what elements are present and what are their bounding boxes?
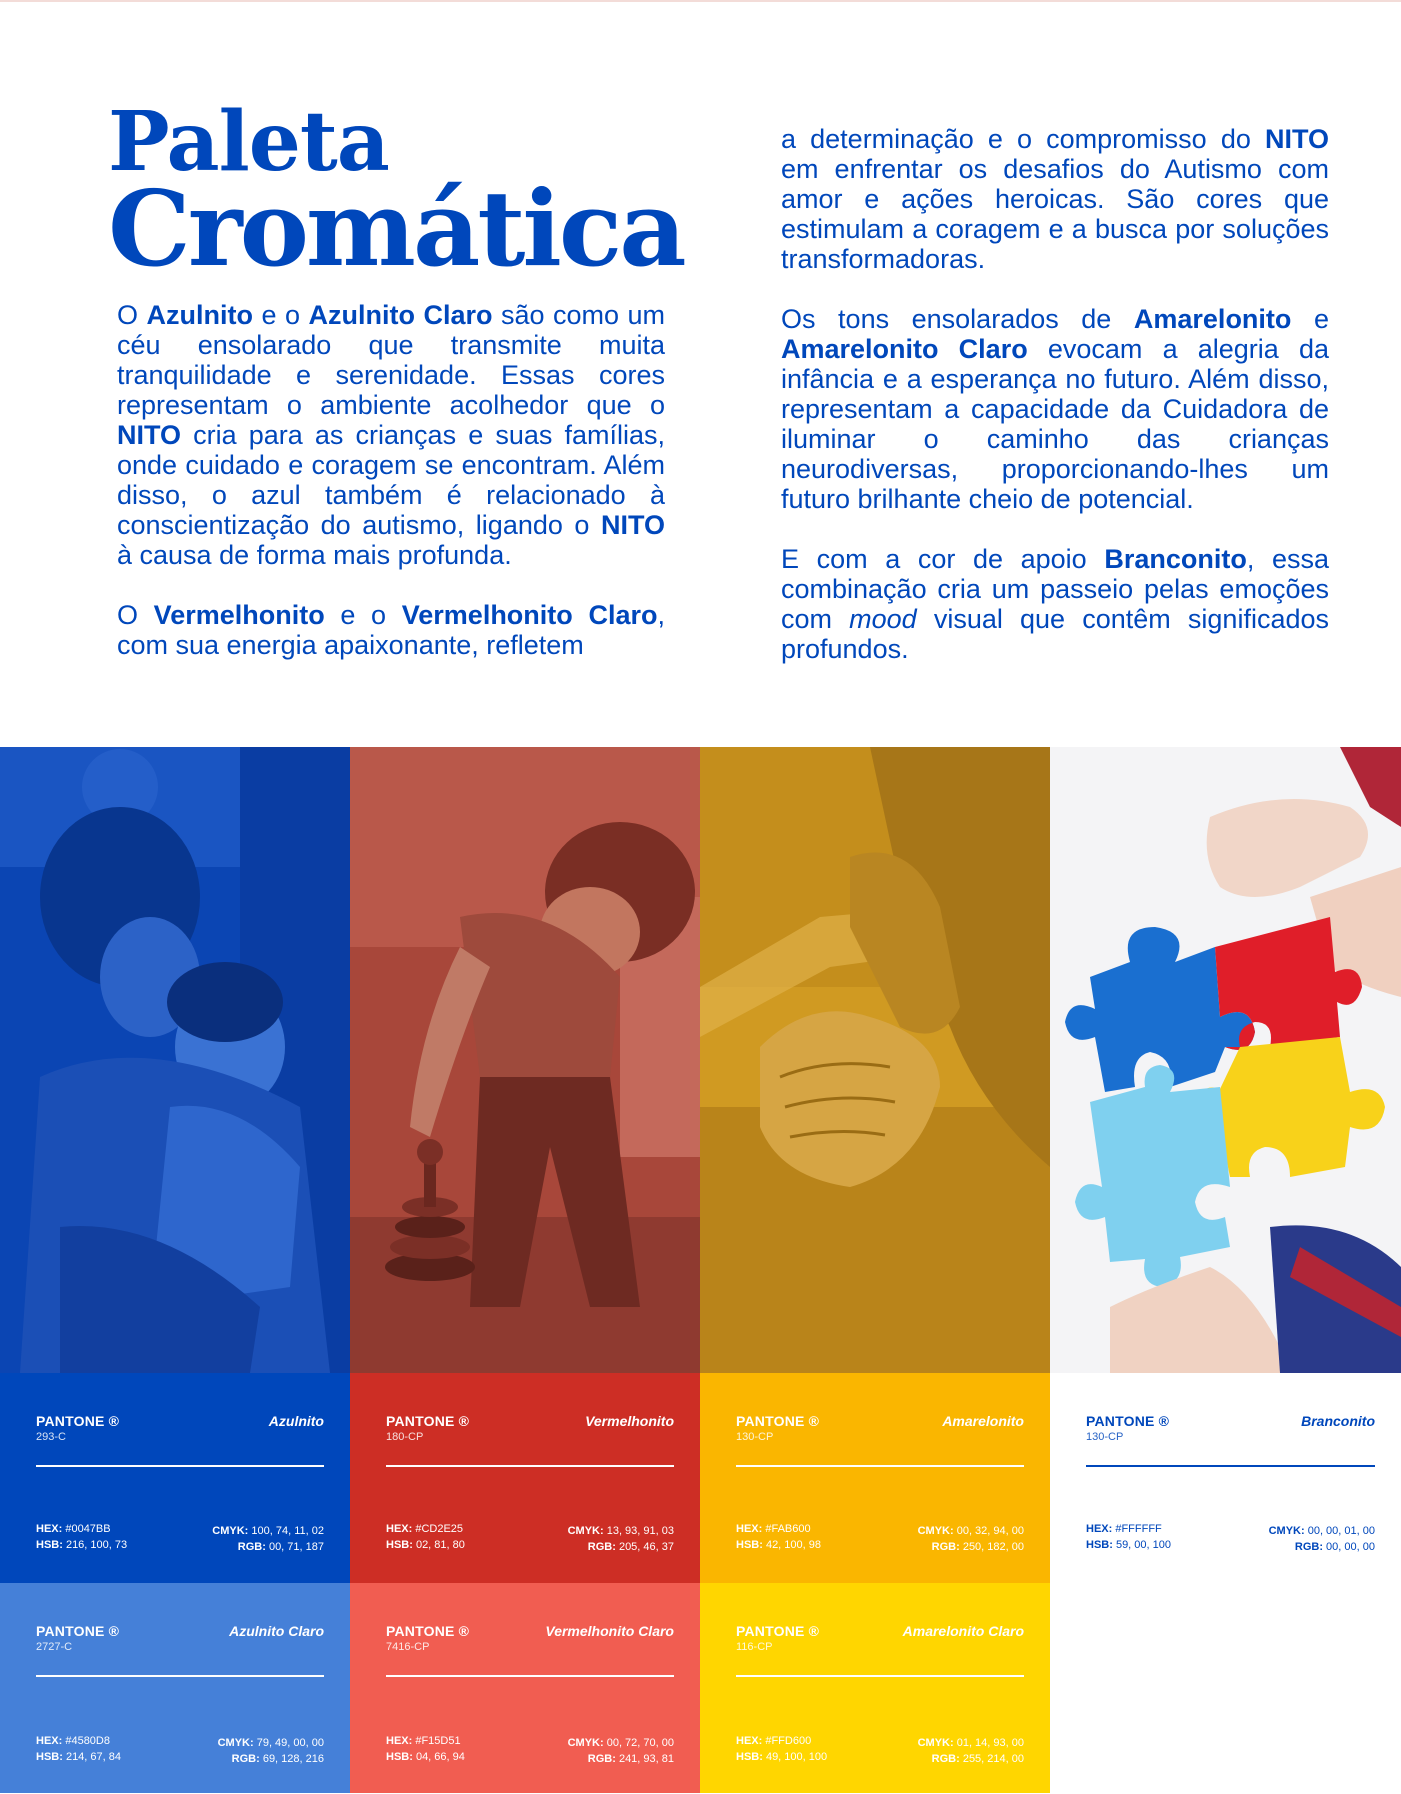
text-run: e o (252, 300, 309, 330)
cmyk-key: CMYK: (1268, 1525, 1305, 1537)
left-text-column (117, 300, 665, 690)
color-name: Azulnito Claro (229, 1623, 324, 1639)
cmyk-rgb-values (918, 1735, 1024, 1767)
page-title (108, 94, 684, 290)
hsb-key: HSB: (386, 1751, 413, 1763)
hex-key: HEX: (36, 1735, 63, 1747)
swatch-azulnito-claro (0, 1583, 350, 1793)
title-line-1: Paleta (108, 94, 389, 190)
pantone-label: PANTONE ® (736, 1413, 820, 1429)
top-border (0, 0, 1401, 2)
rgb-value: 241, 93, 81 (615, 1753, 674, 1765)
rgb-value: 205, 46, 37 (615, 1541, 674, 1553)
pantone-label: PANTONE ® (386, 1623, 470, 1639)
hex-hsb-values (1086, 1521, 1171, 1553)
swatch-amarelonito (700, 1373, 1050, 1583)
hex-hsb-values (36, 1521, 127, 1553)
hex-hsb-values (386, 1733, 465, 1765)
swatch-azulnito (0, 1373, 350, 1583)
text-run: Os tons ensolarados de (781, 304, 1134, 334)
right-text-column (781, 124, 1329, 694)
hex-value: #4580D8 (62, 1735, 110, 1747)
pantone-label: PANTONE ® (736, 1623, 820, 1639)
pantone-label: PANTONE ® (1086, 1413, 1170, 1429)
cmyk-value: 100, 74, 11, 02 (248, 1525, 324, 1537)
hsb-key: HSB: (736, 1751, 763, 1763)
bold-term: NITO (1264, 124, 1329, 154)
text-run: a determinação e o compromisso do (781, 124, 1265, 154)
swatch-divider (1086, 1465, 1375, 1467)
hex-value: #F15D51 (412, 1735, 461, 1747)
cmyk-key: CMYK: (917, 1737, 954, 1749)
swatch-divider (386, 1675, 674, 1677)
swatch-divider (36, 1675, 324, 1677)
rgb-key: RGB: (587, 1541, 616, 1553)
hex-key: HEX: (736, 1523, 763, 1535)
cmyk-value: 79, 49, 00, 00 (253, 1737, 324, 1749)
rgb-value: 00, 71, 187 (265, 1541, 324, 1553)
hsb-value: 42, 100, 98 (762, 1539, 821, 1551)
rgb-key: RGB: (231, 1753, 260, 1765)
pantone-label: PANTONE ® (36, 1413, 120, 1429)
swatch-amarelonito-claro (700, 1583, 1050, 1793)
cmyk-value: 00, 00, 01, 00 (1304, 1525, 1375, 1537)
rgb-value: 255, 214, 00 (959, 1753, 1024, 1765)
hex-value: #FFFFFF (1112, 1523, 1162, 1535)
hex-value: #FFD600 (762, 1735, 812, 1747)
pantone-code: 180-CP (386, 1431, 424, 1443)
text-run: e (1291, 304, 1329, 334)
pantone-code: 2727-C (36, 1641, 73, 1653)
photo-hands-yellow (700, 747, 1050, 1373)
bold-term: Vermelhonito Claro (401, 600, 658, 630)
pantone-code: 116-CP (736, 1641, 773, 1653)
hsb-value: 214, 67, 84 (62, 1751, 121, 1763)
hex-key: HEX: (386, 1735, 413, 1747)
swatch-vermelhonito-claro (350, 1583, 700, 1793)
swatch-divider (36, 1465, 324, 1467)
hex-value: #FAB600 (762, 1523, 811, 1535)
photo-row (0, 747, 1401, 1373)
bold-term: Amarelonito (1133, 304, 1292, 334)
text-run: em enfrentar os desafios do Autismo com amor e ações heroicas. São cores que estimulam a coragem e a busca por soluções transformadoras. (781, 154, 1329, 274)
pantone-code: 7416-CP (386, 1641, 430, 1653)
cmyk-rgb-values (212, 1523, 324, 1555)
rgb-value: 250, 182, 00 (959, 1541, 1024, 1553)
hsb-key: HSB: (1086, 1539, 1113, 1551)
cmyk-value: 00, 32, 94, 00 (953, 1525, 1024, 1537)
cmyk-value: 00, 72, 70, 00 (603, 1737, 674, 1749)
paragraph-branconito (781, 544, 1329, 664)
swatch-vermelhonito (350, 1373, 700, 1583)
hsb-value: 59, 00, 100 (1112, 1539, 1171, 1551)
pantone-code: 130-CP (1086, 1431, 1124, 1443)
rgb-key: RGB: (931, 1753, 960, 1765)
text-run: E com a cor de apoio (781, 544, 1105, 574)
cmyk-key: CMYK: (212, 1525, 249, 1537)
color-name: Vermelhonito Claro (545, 1623, 674, 1639)
color-name: Azulnito (268, 1413, 324, 1429)
text-run: , com sua energia apaixonante, refletem (117, 600, 665, 660)
hex-hsb-values (736, 1521, 821, 1553)
hex-hsb-values (36, 1733, 121, 1765)
cmyk-rgb-values (918, 1523, 1024, 1555)
hsb-key: HSB: (386, 1539, 413, 1551)
swatch-divider (736, 1465, 1024, 1467)
bold-term: Amarelonito Claro (781, 334, 1028, 364)
hex-key: HEX: (1086, 1523, 1113, 1535)
paragraph-amarelonito (781, 304, 1329, 514)
text-run: à causa de forma mais profunda. (117, 540, 512, 570)
cmyk-value: 13, 93, 91, 03 (603, 1525, 674, 1537)
italic-term: mood (849, 604, 917, 634)
text-run: O (117, 600, 154, 630)
bold-term: Vermelhonito (153, 600, 325, 630)
cmyk-rgb-values (218, 1735, 324, 1767)
text-run: evocam a alegria da infância e a esperança no futuro. Além disso, representam a capacidade da Cuidadora de iluminar o caminho das crianças neurodiversas, proporcionando-lhes um futuro brilhante cheio de potencial. (781, 334, 1329, 514)
title-line-2: Cromática (108, 167, 684, 290)
hsb-key: HSB: (736, 1539, 763, 1551)
swatch-divider (386, 1465, 674, 1467)
hsb-value: 02, 81, 80 (412, 1539, 465, 1551)
rgb-key: RGB: (1294, 1541, 1323, 1553)
cmyk-rgb-values (1269, 1523, 1375, 1555)
hsb-key: HSB: (36, 1539, 63, 1551)
hsb-value: 04, 66, 94 (412, 1751, 465, 1763)
cmyk-key: CMYK: (567, 1525, 604, 1537)
swatch-divider (736, 1675, 1024, 1677)
rgb-value: 69, 128, 216 (259, 1753, 324, 1765)
hex-value: #0047BB (62, 1523, 111, 1535)
text-run: visual que contêm significados profundos. (781, 604, 1329, 664)
cmyk-rgb-values (568, 1735, 674, 1767)
photo-mother-child-blue (0, 747, 350, 1373)
hex-hsb-values (386, 1521, 465, 1553)
rgb-key: RGB: (587, 1753, 616, 1765)
bold-term: Branconito (1104, 544, 1247, 574)
paragraph-vermelhonito-cont (781, 124, 1329, 274)
photo-puzzle-pieces (1050, 747, 1401, 1373)
text-run: são como um céu ensolarado que transmite muita tranquilidade e serenidade. Essas cores representam o ambiente acolhedor que o (117, 300, 665, 420)
pantone-code: 130-CP (736, 1431, 774, 1443)
pantone-code: 293-C (36, 1431, 66, 1443)
photo-boy-toy-red (350, 747, 700, 1373)
bold-term: NITO (117, 420, 182, 450)
bold-term: Azulnito (146, 300, 253, 330)
color-name: Amarelonito (942, 1413, 1024, 1429)
cmyk-rgb-values (568, 1523, 674, 1555)
hex-hsb-values (736, 1733, 827, 1765)
paragraph-azulnito (117, 300, 665, 570)
hsb-value: 49, 100, 100 (762, 1751, 828, 1763)
paragraph-vermelhonito (117, 600, 665, 660)
hex-key: HEX: (736, 1735, 763, 1747)
pantone-label: PANTONE ® (36, 1623, 120, 1639)
rgb-value: 00, 00, 00 (1323, 1541, 1375, 1553)
color-name: Vermelhonito (585, 1413, 674, 1429)
hsb-value: 216, 100, 73 (62, 1539, 128, 1551)
color-name: Branconito (1301, 1413, 1375, 1429)
pantone-label: PANTONE ® (386, 1413, 470, 1429)
hex-value: #CD2E25 (412, 1523, 464, 1535)
text-run: O (117, 300, 147, 330)
rgb-key: RGB: (931, 1541, 960, 1553)
color-name: Amarelonito Claro (902, 1623, 1024, 1639)
bold-term: Azulnito Claro (308, 300, 493, 330)
hex-key: HEX: (36, 1523, 63, 1535)
swatch-branconito (1050, 1373, 1401, 1583)
cmyk-value: 01, 14, 93, 00 (953, 1737, 1024, 1749)
text-run: cria para as crianças e suas famílias, onde cuidado e coragem se encontram. Além disso, o azul também é relacionado à conscientização do autismo, ligando o (117, 420, 665, 540)
cmyk-key: CMYK: (217, 1737, 254, 1749)
hsb-key: HSB: (36, 1751, 63, 1763)
hex-key: HEX: (386, 1523, 413, 1535)
cmyk-key: CMYK: (567, 1737, 604, 1749)
cmyk-key: CMYK: (917, 1525, 954, 1537)
text-run: , essa combinação cria um passeio pelas emoções com (781, 544, 1329, 634)
rgb-key: RGB: (237, 1541, 266, 1553)
text-run: e o (324, 600, 402, 630)
bold-term: NITO (600, 510, 665, 540)
